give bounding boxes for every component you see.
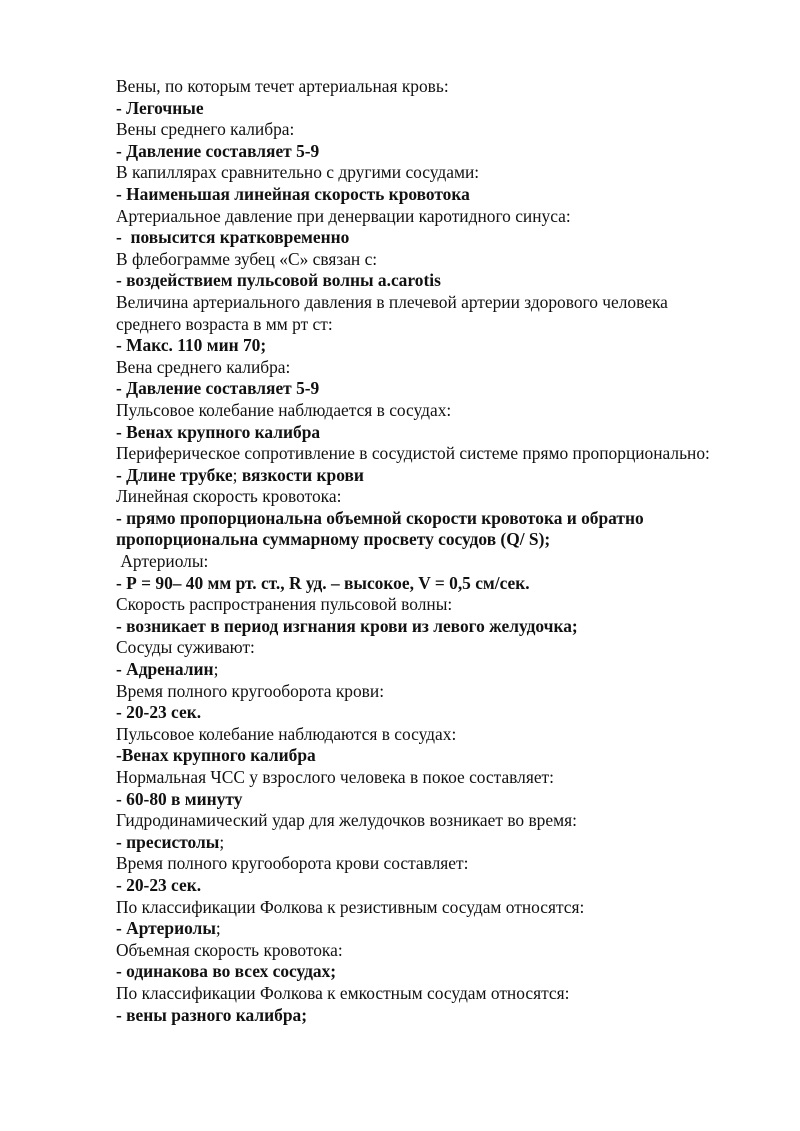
answer-text <box>116 184 736 206</box>
question-text: В флебограмме зубец «С» связан с: <box>116 248 378 269</box>
question-answer-pair <box>116 400 736 443</box>
answer-prefix: - <box>116 918 127 939</box>
answer-text <box>116 378 736 400</box>
question-answer-pair <box>116 681 736 724</box>
answer-prefix: - <box>116 745 122 766</box>
question-text: Величина артериального давления в плечевой артерии здорового человека среднего возраста в мм рт ст: <box>116 291 673 334</box>
question-text: Нормальная ЧСС у взрослого человека в покое составляет: <box>116 767 554 787</box>
question-answer-pair <box>116 810 736 853</box>
question-answer-pair <box>116 724 736 767</box>
answer-bold: вены разного калибра; <box>126 1004 308 1025</box>
answer-bold: Венах крупного калибра <box>121 745 316 766</box>
answer-bold: Давление составляет 5-9 <box>126 378 320 399</box>
answer-bold: Длине трубке <box>126 464 233 485</box>
answer-text <box>116 141 736 163</box>
question-answer-pair <box>116 983 736 1026</box>
question-text: Гидродинамический удар для желудочков возникает во время: <box>116 810 577 831</box>
question-answer-pair <box>116 119 736 162</box>
question-text: В капиллярах сравнительно с другими сосудами: <box>116 162 480 183</box>
answer-bold: Адреналин <box>126 659 214 680</box>
answer-text <box>116 659 736 681</box>
question-answer-pair <box>116 486 736 551</box>
question-answer-pair <box>116 897 736 940</box>
answer-bold: Артериолы <box>126 918 216 939</box>
answer-bold-second: вязкости крови <box>241 464 364 485</box>
answer-tail: ; <box>219 831 225 852</box>
answer-bold: прямо пропорциональна объемной скорости кровотока и обратно пропорциональна суммарному просвету сосудов (Q/ S); <box>116 507 649 550</box>
answer-prefix: - <box>116 961 127 982</box>
answer-tail: ; <box>215 918 221 939</box>
answer-text <box>116 616 736 638</box>
answer-prefix: - <box>116 507 127 528</box>
question-text: Линейная скорость кровотока: <box>116 486 342 507</box>
answer-text <box>116 98 736 120</box>
answer-prefix: - <box>116 97 127 118</box>
answer-text <box>116 961 736 983</box>
answer-bold: Венах крупного калибра <box>126 421 321 442</box>
answer-prefix: - <box>116 788 127 809</box>
answer-prefix: - <box>116 702 127 723</box>
answer-prefix: - <box>116 421 127 442</box>
answer-text <box>116 335 736 357</box>
question-text: Вены, по которым течет артериальная кровь: <box>116 76 449 96</box>
answer-text <box>116 573 736 595</box>
question-answer-pair <box>116 292 736 357</box>
question-text: Скорость распространения пульсовой волны: <box>116 594 453 615</box>
question-text: Время полного кругооборота крови составляет: <box>116 853 469 874</box>
question-text: Периферическое сопротивление в сосудистой системе прямо пропорционально: <box>116 443 710 464</box>
answer-text <box>116 745 736 767</box>
answer-prefix: - <box>116 615 127 636</box>
answer-prefix: - <box>116 1004 127 1025</box>
answer-prefix: - <box>116 270 127 291</box>
answer-prefix: - <box>116 335 127 356</box>
document-page <box>116 76 736 1026</box>
answer-text <box>116 702 736 724</box>
question-answer-pair <box>116 443 736 486</box>
question-answer-pair <box>116 551 736 594</box>
question-text: По классификации Фолкова к резистивным сосудам относятся: <box>116 896 585 917</box>
answer-bold: возникает в период изгнания крови из левого желудочка; <box>126 615 578 636</box>
question-answer-pair <box>116 594 736 637</box>
answer-text <box>116 789 736 811</box>
answer-text <box>116 875 736 897</box>
answer-prefix: - <box>116 874 127 895</box>
answer-prefix: - <box>116 183 127 204</box>
question-answer-pair <box>116 637 736 680</box>
answer-text <box>116 1005 736 1027</box>
answer-bold: повысится кратковременно <box>130 227 350 248</box>
answer-bold: Р = 90– 40 мм рт. ст., R уд. – высокое, V = 0,5 см/сек. <box>126 572 530 593</box>
question-text: Объемная скорость кровотока: <box>116 939 343 960</box>
answer-text <box>116 832 736 854</box>
answer-prefix: - <box>116 227 131 248</box>
answer-bold: пресистолы <box>126 831 220 852</box>
answer-prefix: - <box>116 464 127 485</box>
answer-text <box>116 918 736 940</box>
answer-text <box>116 508 736 551</box>
question-text: Артериальное давление при денервации каротидного синуса: <box>116 205 571 226</box>
question-text: Артериолы: <box>116 551 209 572</box>
question-answer-pair <box>116 357 736 400</box>
question-text: Сосуды суживают: <box>116 637 255 658</box>
answer-bold: Давление составляет 5-9 <box>126 140 320 161</box>
question-answer-pair <box>116 206 736 249</box>
question-text: Вена среднего калибра: <box>116 356 291 377</box>
question-text: Пульсовое колебание наблюдается в сосудах: <box>116 399 452 420</box>
answer-bold: 60-80 в минуту <box>126 788 243 809</box>
question-answer-pair <box>116 767 736 810</box>
answer-bold: 20-23 сек. <box>126 874 202 895</box>
answer-text <box>116 270 736 292</box>
question-answer-pair <box>116 76 736 119</box>
question-answer-pair <box>116 162 736 205</box>
question-text: Время полного кругооборота крови: <box>116 680 385 701</box>
answer-text <box>116 227 736 249</box>
question-answer-pair <box>116 249 736 292</box>
question-text: Пульсовое колебание наблюдаются в сосудах: <box>116 723 457 744</box>
answer-prefix: - <box>116 831 127 852</box>
answer-prefix: - <box>116 572 127 593</box>
answer-bold: Легочные <box>126 97 204 118</box>
answer-bold: одинакова во всех сосудах; <box>126 961 337 982</box>
answer-bold: Макс. 110 мин 70; <box>126 335 267 356</box>
answer-text <box>116 465 736 487</box>
answer-bold: 20-23 сек. <box>126 702 202 723</box>
answer-text <box>116 422 736 444</box>
answer-prefix: - <box>116 140 127 161</box>
answer-tail: ; <box>232 464 242 485</box>
answer-prefix: - <box>116 659 127 680</box>
question-answer-pair <box>116 853 736 896</box>
answer-bold: Наименьшая линейная скорость кровотока <box>126 183 470 204</box>
question-text: Вены среднего калибра: <box>116 119 295 140</box>
answer-bold: воздействием пульсовой волны a.carotis <box>126 270 441 291</box>
question-text: По классификации Фолкова к емкостным сосудам относятся: <box>116 982 570 1003</box>
answer-tail: ; <box>213 659 219 680</box>
question-answer-pair <box>116 940 736 983</box>
answer-prefix: - <box>116 378 127 399</box>
